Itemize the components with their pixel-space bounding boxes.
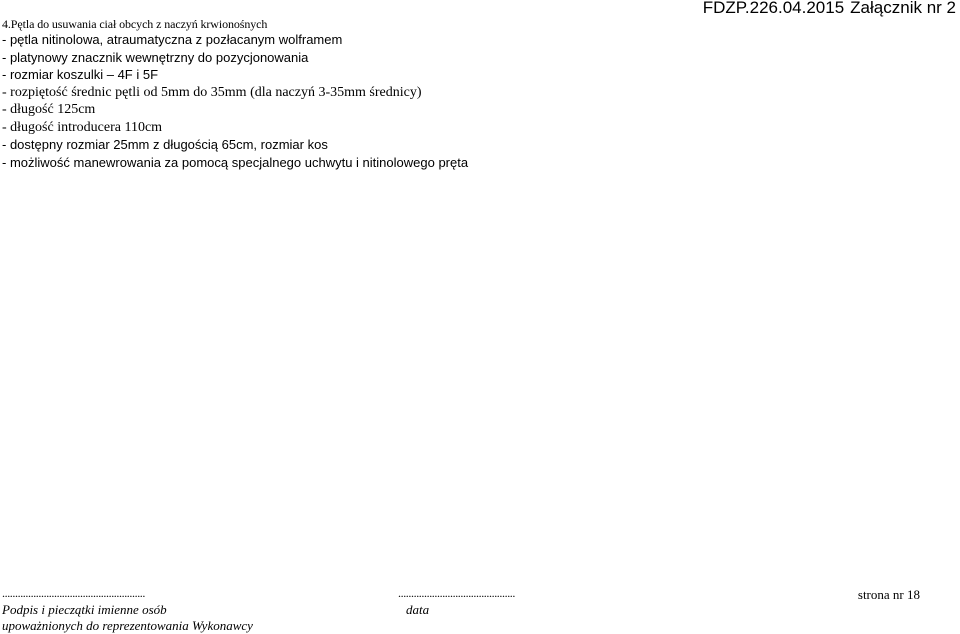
spec-item-loop-material: - pętla nitinolowa, atraumatyczna z pozłacanym wolframem bbox=[2, 32, 343, 47]
spec-item-loop-diameter: - rozpiętość średnic pętli od 5mm do 35mm (dla naczyń 3-35mm średnicy) bbox=[2, 84, 422, 100]
signature-line: ....................................................... bbox=[2, 586, 146, 600]
spec-item-length: - długość 125cm bbox=[2, 102, 96, 117]
spec-item-introducer-length: - długość introducera 110cm bbox=[2, 119, 163, 135]
document-reference-number: FDZP.226.04.2015 bbox=[702, 0, 845, 17]
spec-item-maneuverability: - możliwość manewrowania za pomocą specjalnego uchwytu i nitinolowego pręta bbox=[2, 154, 469, 170]
spec-item-sheath-size: - rozmiar koszulki – 4F i 5F bbox=[2, 67, 159, 82]
signature-caption-continued: upoważnionych do reprezentowania Wykonawcy bbox=[2, 618, 253, 633]
attachment-label: Załącznik nr 2 bbox=[850, 0, 956, 17]
page-number: strona nr 18 bbox=[857, 587, 920, 602]
spec-item-available-size: - dostępny rozmiar 25mm z długością 65cm, rozmiar kos bbox=[2, 137, 328, 152]
document-reference-header bbox=[703, 0, 956, 18]
date-line: ............................................. bbox=[398, 586, 516, 600]
signature-footer bbox=[0, 584, 960, 632]
signature-caption: Podpis i pieczątki imienne osób bbox=[2, 602, 167, 617]
specification-list bbox=[2, 31, 468, 171]
spec-item-marker: - platynowy znacznik wewnętrzny do pozycjonowania bbox=[2, 49, 309, 65]
date-caption: data bbox=[406, 602, 430, 617]
section-title: 4.Pętla do usuwania ciał obcych z naczyń krwionośnych bbox=[2, 17, 268, 31]
